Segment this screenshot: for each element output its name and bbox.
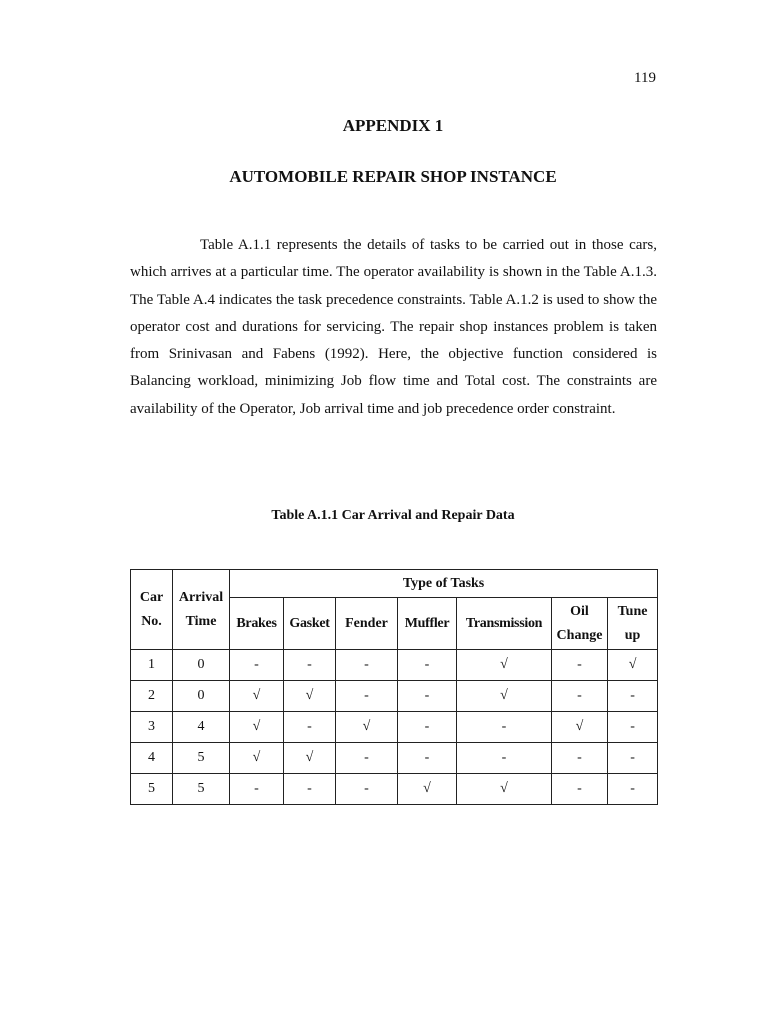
header-oil-line1: Oil (570, 603, 589, 619)
body-paragraph: Table A.1.1 represents the details of tasks to be carried out in those cars, which arrives at a particular time. The operator availability is shown in the Table A.1.3. The Table A.4 indicates the task precedence constraints. Table A.1.2 is used to show the operator cost and durations for servicing. The repair shop instances problem is taken from Srinivasan and Fabens (1992). Here, the objective function considered is Balancing workload, minimizing Job flow time and Total cost. The constraints are availability of the Operator, Job arrival time and job precedence order constraint. (130, 237, 657, 417)
table-cell: √ (336, 712, 398, 743)
table-cell: √ (398, 774, 457, 805)
table-cell: - (608, 712, 658, 743)
table-cell: - (284, 650, 336, 681)
table-cell: 5 (173, 743, 230, 774)
table-cell: - (552, 650, 608, 681)
header-oil-change (552, 598, 608, 650)
table-cell: √ (457, 650, 552, 681)
table-cell: - (552, 681, 608, 712)
table-cell: √ (284, 743, 336, 774)
table-cell: - (608, 681, 658, 712)
table-cell: 0 (173, 681, 230, 712)
table-cell: - (457, 743, 552, 774)
table-caption: Table A.1.1 Car Arrival and Repair Data (271, 508, 515, 523)
table-cell: - (398, 650, 457, 681)
table-cell: - (398, 712, 457, 743)
table-cell: 5 (173, 774, 230, 805)
header-arrival-line1: Arrival (178, 589, 224, 605)
table-row (131, 774, 658, 805)
table-cell: - (230, 774, 284, 805)
table-cell: - (398, 681, 457, 712)
table-cell: - (284, 712, 336, 743)
table-cell: √ (608, 650, 658, 681)
header-type-of-tasks: Type of Tasks (230, 570, 658, 598)
table-cell: - (336, 681, 398, 712)
car-arrival-repair-table (130, 569, 658, 805)
header-tune-line1: Tune (617, 603, 648, 619)
header-car-no-line1: Car (139, 589, 164, 605)
table-cell: - (398, 743, 457, 774)
header-transmission: Transmission (457, 598, 552, 650)
header-muffler: Muffler (398, 598, 457, 650)
table-cell: √ (230, 712, 284, 743)
table-cell: 0 (173, 650, 230, 681)
table-cell: √ (230, 743, 284, 774)
table-cell: 4 (131, 743, 173, 774)
header-gasket: Gasket (284, 598, 336, 650)
header-car-no-line2: No. (141, 613, 162, 629)
table-cell: √ (552, 712, 608, 743)
table-cell: - (457, 712, 552, 743)
table-row (131, 743, 658, 774)
table-cell: 5 (131, 774, 173, 805)
table-cell: - (608, 774, 658, 805)
header-tune-line2: up (624, 627, 641, 643)
table-cell: - (552, 743, 608, 774)
header-brakes: Brakes (230, 598, 284, 650)
table-cell: - (336, 650, 398, 681)
header-car-no (131, 570, 173, 650)
table-cell: - (552, 774, 608, 805)
header-arrival-time (173, 570, 230, 650)
header-oil-line2: Change (556, 627, 603, 643)
section-title: AUTOMOBILE REPAIR SHOP INSTANCE (229, 167, 557, 186)
table-cell: - (230, 650, 284, 681)
header-tune-up (608, 598, 658, 650)
appendix-title: APPENDIX 1 (342, 116, 444, 135)
table-cell: - (284, 774, 336, 805)
table-cell: √ (457, 681, 552, 712)
table-cell: √ (284, 681, 336, 712)
page-number: 119 (634, 70, 656, 86)
table-cell: √ (457, 774, 552, 805)
table-cell: - (336, 743, 398, 774)
table-cell: 3 (131, 712, 173, 743)
header-arrival-line2: Time (185, 613, 217, 629)
table-row (131, 650, 658, 681)
table-cell: 2 (131, 681, 173, 712)
table-cell: - (608, 743, 658, 774)
table-cell: - (336, 774, 398, 805)
table-cell: 4 (173, 712, 230, 743)
table-cell: √ (230, 681, 284, 712)
table-row (131, 712, 658, 743)
table-cell: 1 (131, 650, 173, 681)
header-fender: Fender (336, 598, 398, 650)
table-row (131, 681, 658, 712)
